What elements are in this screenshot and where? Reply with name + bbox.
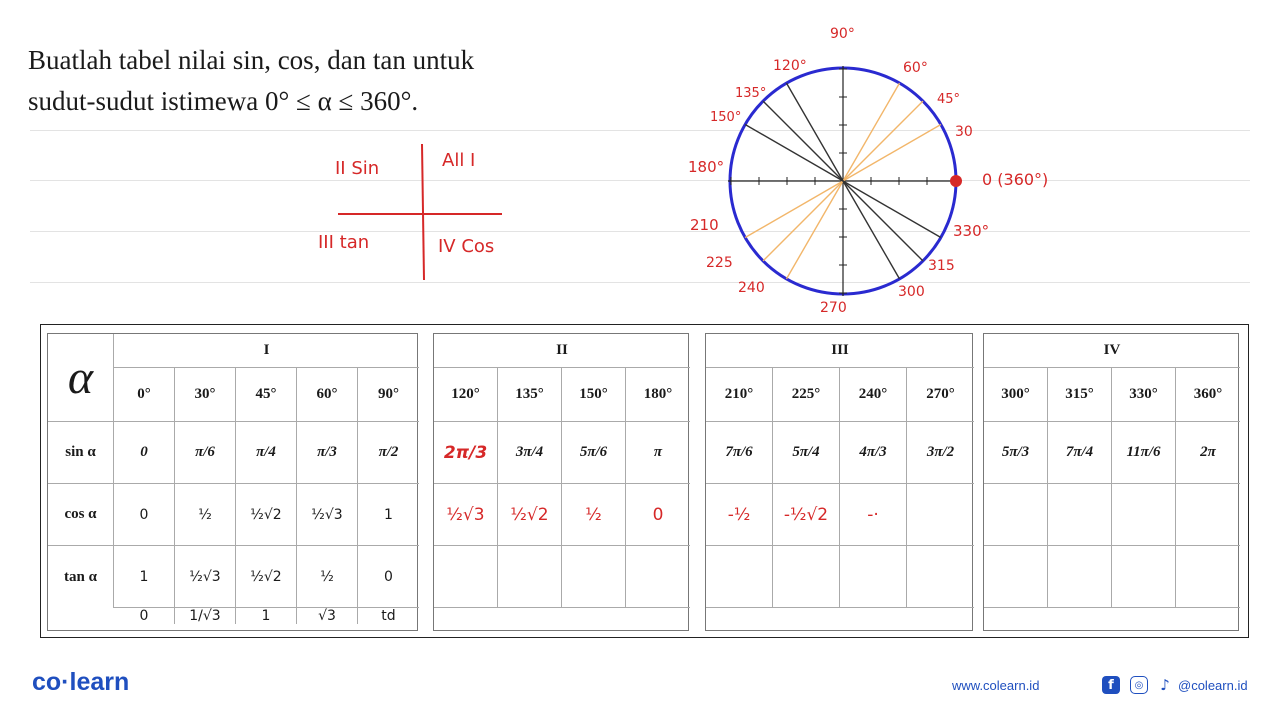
degree-cell: 120°: [434, 368, 498, 422]
cos-value-cell: 1: [114, 546, 175, 608]
cos-value-cell: ½√2: [236, 546, 297, 608]
cos-value-cell: 0: [358, 546, 419, 608]
degree-cell: 45°: [236, 368, 297, 422]
radian-cell: 5π/4: [773, 422, 840, 484]
facebook-icon[interactable]: f: [1102, 676, 1120, 694]
degree-cell: 240°: [840, 368, 907, 422]
quadrant-header-III: III: [706, 334, 974, 368]
radian-cell: π: [626, 422, 690, 484]
degree-cell: 180°: [626, 368, 690, 422]
radian-cell: π/3: [297, 422, 358, 484]
row-label-sin: sin α: [48, 422, 114, 484]
sin-value-cell: 0: [626, 484, 690, 546]
circle-label-150: 150°: [710, 110, 742, 125]
radian-cell: π/2: [358, 422, 419, 484]
sin-value-cell: [907, 484, 974, 546]
sin-value-cell: [1112, 484, 1176, 546]
sin-value-cell: [1048, 484, 1112, 546]
sin-value-cell: [1176, 484, 1240, 546]
instagram-icon[interactable]: ◎: [1130, 676, 1148, 694]
circle-label-270: 270: [820, 300, 847, 316]
tiktok-icon[interactable]: ♪: [1160, 676, 1170, 694]
circle-label-135: 135°: [735, 86, 767, 101]
degree-cell: 0°: [114, 368, 175, 422]
sin-value-cell: ½√3: [297, 484, 358, 546]
circle-label-120: 120°: [773, 58, 807, 74]
circle-label-225: 225: [706, 255, 733, 271]
problem-line-1: Buatlah tabel nilai sin, cos, dan tan untuk: [28, 45, 475, 75]
circle-label-300: 300: [898, 284, 925, 300]
quadrant-4-note: IV Cos: [438, 236, 495, 257]
tan-value-cell: td: [381, 608, 396, 624]
cos-value-cell: [706, 546, 773, 608]
circle-label-210: 210: [690, 216, 719, 234]
cos-value-cell: [773, 546, 840, 608]
circle-label-240: 240: [738, 280, 765, 296]
quadrant-header-IV: IV: [984, 334, 1240, 368]
table-block-I: [47, 333, 418, 631]
quadrant-2-note: II Sin: [335, 158, 380, 179]
quadrant-header-II: II: [434, 334, 690, 368]
radian-cell: 3π/4: [498, 422, 562, 484]
tan-value-cell: √3: [297, 608, 358, 624]
circle-label-180: 180°: [688, 158, 725, 176]
circle-label-90: 90°: [830, 26, 855, 42]
sin-value-cell: 0: [114, 484, 175, 546]
cos-value-cell: [984, 546, 1048, 608]
degree-cell: 90°: [358, 368, 419, 422]
circle-label-315: 315: [928, 258, 955, 274]
zero-angle-dot: [950, 175, 962, 187]
sin-value-cell: 1: [358, 484, 419, 546]
quadrant-1-note: All I: [442, 150, 476, 171]
tan-value-cell: 1: [236, 608, 297, 624]
radian-cell: π/6: [175, 422, 236, 484]
colearn-logo: co·learn: [32, 668, 130, 696]
tan-value-cell: 1/√3: [175, 608, 236, 624]
radian-cell: 0: [114, 422, 175, 484]
sin-value-cell: ½√2: [498, 484, 562, 546]
radian-cell: 2π: [1176, 422, 1240, 484]
degree-cell: 360°: [1176, 368, 1240, 422]
cos-value-cell: [907, 546, 974, 608]
circle-label-60: 60°: [903, 60, 928, 76]
radian-cell: 11π/6: [1112, 422, 1176, 484]
footer-handle[interactable]: @colearn.id: [1178, 678, 1248, 693]
cos-value-cell: [840, 546, 907, 608]
sin-value-cell: [984, 484, 1048, 546]
degree-cell: 60°: [297, 368, 358, 422]
circle-label-0: 0 (360°): [982, 170, 1049, 189]
degree-cell: 210°: [706, 368, 773, 422]
sin-value-cell: ½: [175, 484, 236, 546]
cos-value-cell: [1176, 546, 1240, 608]
sin-value-cell: ½: [562, 484, 626, 546]
circle-label-45: 45°: [937, 92, 961, 107]
degree-cell: 150°: [562, 368, 626, 422]
cos-value-cell: ½√3: [175, 546, 236, 608]
radian-cell: π/4: [236, 422, 297, 484]
quadrant-3-note: III tan: [318, 232, 370, 253]
problem-line-2: sudut-sudut istimewa 0° ≤ α ≤ 360°.: [28, 86, 419, 116]
trig-values-table: [40, 324, 1249, 638]
cos-value-cell: [1112, 546, 1176, 608]
cos-value-cell: ½: [297, 546, 358, 608]
radian-cell: 7π/4: [1048, 422, 1112, 484]
radian-cell: 3π/2: [907, 422, 974, 484]
degree-cell: 330°: [1112, 368, 1176, 422]
degree-cell: 270°: [907, 368, 974, 422]
sin-value-cell: ½√3: [434, 484, 498, 546]
radian-cell: 5π/6: [562, 422, 626, 484]
row-label-tan: tan α: [48, 546, 114, 608]
radian-cell: 5π/3: [984, 422, 1048, 484]
table-block-II: [433, 333, 689, 631]
circle-label-330: 330°: [953, 222, 990, 240]
degree-cell: 300°: [984, 368, 1048, 422]
radian-cell: 7π/6: [706, 422, 773, 484]
alpha-header: α: [48, 334, 114, 422]
cos-value-cell: [498, 546, 562, 608]
tan-value-cell: 0: [114, 608, 175, 624]
cos-value-cell: [434, 546, 498, 608]
row-label-cos: cos α: [48, 484, 114, 546]
table-block-III: [705, 333, 973, 631]
degree-cell: 225°: [773, 368, 840, 422]
radian-cell: 2π/3: [434, 422, 498, 484]
sin-value-cell: ½√2: [236, 484, 297, 546]
sin-value-cell: -·: [840, 484, 907, 546]
cos-value-cell: [1048, 546, 1112, 608]
degree-cell: 315°: [1048, 368, 1112, 422]
quadrant-header-I: I: [114, 334, 419, 368]
sin-value-cell: -½√2: [773, 484, 840, 546]
footer-url[interactable]: www.colearn.id: [952, 678, 1040, 693]
table-block-IV: [983, 333, 1239, 631]
cos-value-cell: [562, 546, 626, 608]
degree-cell: 30°: [175, 368, 236, 422]
sin-value-cell: -½: [706, 484, 773, 546]
cos-value-cell: [626, 546, 690, 608]
degree-cell: 135°: [498, 368, 562, 422]
circle-label-30: 30: [955, 124, 973, 140]
radian-cell: 4π/3: [840, 422, 907, 484]
